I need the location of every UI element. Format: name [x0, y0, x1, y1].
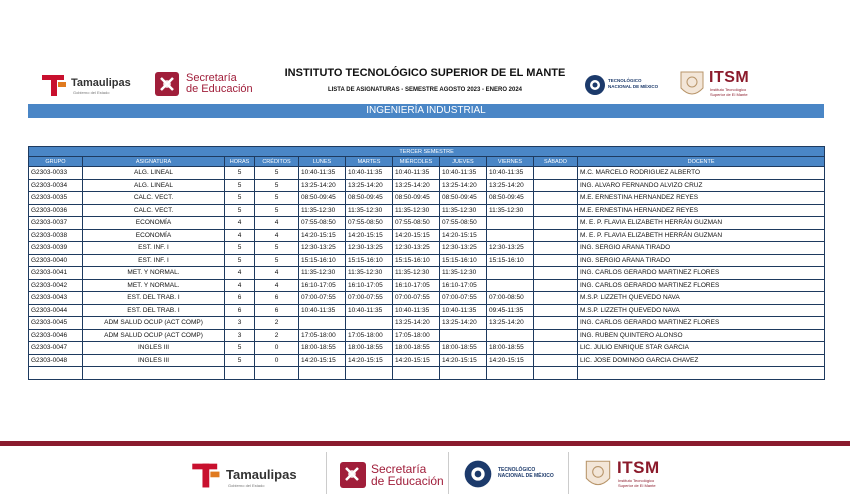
column-header: MIÉRCOLES [393, 157, 440, 167]
column-header: VIERNES [487, 157, 534, 167]
table-row [29, 317, 825, 330]
table-cell: 08:50-09:45 [393, 192, 440, 205]
table-cell: MET. Y NORMAL. [83, 279, 225, 292]
table-cell [534, 317, 578, 330]
footer-itsm-logo [583, 457, 693, 493]
table-cell: G2303-0047 [29, 342, 83, 355]
tecnm-line1: TECNOLÓGICO [608, 78, 642, 83]
table-cell [578, 367, 825, 380]
table-cell: 6 [225, 292, 255, 305]
table-cell: ING. SERGIO ARANA TIRADO [578, 242, 825, 255]
itsm-seal-icon [678, 68, 706, 100]
table-cell: ING. ALVARO FERNANDO ALVIZO CRUZ [578, 179, 825, 192]
table-cell: 5 [225, 204, 255, 217]
table-cell: 6 [225, 304, 255, 317]
table-cell: ECONOMÍA [83, 217, 225, 230]
tamaulipas-name: Tamaulipas [71, 77, 131, 89]
column-header: DOCENTE [578, 157, 825, 167]
table-cell: EST. INF. I [83, 254, 225, 267]
footer-tamaulipas-sub: Gobierno del Estado [228, 483, 265, 488]
table-cell [487, 329, 534, 342]
table-cell: 10:40-11:35 [346, 304, 393, 317]
column-header: GRUPO [29, 157, 83, 167]
gear-icon [583, 73, 607, 97]
table-cell: 07:00-07:55 [299, 292, 346, 305]
table-cell: G2303-0038 [29, 229, 83, 242]
table-cell [346, 367, 393, 380]
table-cell: 2 [255, 317, 299, 330]
table-cell: 6 [255, 304, 299, 317]
table-cell: 07:55-08:50 [393, 217, 440, 230]
table-cell: EST. DEL TRAB. I [83, 304, 225, 317]
table-row [29, 217, 825, 230]
table-cell: 0 [255, 342, 299, 355]
gear-icon [462, 458, 494, 490]
table-cell: 3 [225, 329, 255, 342]
table-cell: 10:40-11:35 [299, 167, 346, 180]
table-cell: 14:20-15:15 [440, 229, 487, 242]
table-cell [487, 267, 534, 280]
table-cell: 16:10-17:05 [393, 279, 440, 292]
table-cell: INGLES III [83, 354, 225, 367]
tamaulipas-logo [40, 70, 140, 100]
page-title: INSTITUTO TECNOLÓGICO SUPERIOR DE EL MANTE [284, 67, 566, 79]
table-cell: 5 [255, 242, 299, 255]
table-cell: 13:25-14:20 [393, 179, 440, 192]
table-cell [255, 367, 299, 380]
table-row [29, 179, 825, 192]
table-cell [299, 317, 346, 330]
table-cell: 4 [255, 279, 299, 292]
tecnm-logo [583, 70, 673, 100]
table-cell [487, 367, 534, 380]
table-cell: G2303-0035 [29, 192, 83, 205]
table-cell: 11:35-12:30 [346, 204, 393, 217]
department-bar: INGENIERÍA INDUSTRIAL [28, 104, 824, 118]
table-cell: 13:25-14:20 [487, 179, 534, 192]
table-cell: LIC. JULIO ENRIQUE STAR GARCIA [578, 342, 825, 355]
table-cell: 13:25-14:20 [346, 179, 393, 192]
table-cell: G2303-0034 [29, 179, 83, 192]
table-cell: 10:40-11:35 [440, 304, 487, 317]
footer-line [0, 441, 850, 446]
footer-itsm-sub1: Instituto Tecnológico [618, 478, 655, 483]
semester-header: TERCER SEMESTRE [29, 147, 825, 157]
table-cell: 17:05-18:00 [299, 329, 346, 342]
table-cell: 3 [225, 317, 255, 330]
table-cell: G2303-0040 [29, 254, 83, 267]
table-cell: 4 [225, 267, 255, 280]
table-cell: 16:10-17:05 [299, 279, 346, 292]
table-cell [534, 267, 578, 280]
tamaulipas-emblem-icon [190, 460, 224, 490]
table-row [29, 292, 825, 305]
table-cell: G2303-0046 [29, 329, 83, 342]
table-cell: ING. CARLOS GERARDO MARTINEZ FLORES [578, 267, 825, 280]
itsm-sub1: Instituto Tecnológico [710, 87, 747, 92]
table-cell [440, 367, 487, 380]
table-cell: 5 [255, 204, 299, 217]
table-cell: 14:20-15:15 [346, 354, 393, 367]
table-cell: MET. Y NORMAL. [83, 267, 225, 280]
table-cell: 07:00-07:55 [440, 292, 487, 305]
table-cell: 12:30-13:25 [299, 242, 346, 255]
tamaulipas-sub: Gobierno del Estado [73, 90, 110, 95]
table-cell: 13:25-14:20 [440, 179, 487, 192]
table-cell: 07:00-07:55 [346, 292, 393, 305]
tamaulipas-emblem-icon [40, 72, 70, 98]
table-cell [534, 254, 578, 267]
table-cell: ING. RUBEN QUINTERO ALONSO [578, 329, 825, 342]
table-cell [534, 354, 578, 367]
table-cell: G2303-0041 [29, 267, 83, 280]
table-cell: ADM SALUD OCUP (ACT COMP) [83, 317, 225, 330]
table-cell [487, 217, 534, 230]
table-cell [534, 229, 578, 242]
table-cell: G2303-0037 [29, 217, 83, 230]
table-cell: ING. SERGIO ARANA TIRADO [578, 254, 825, 267]
table-cell: 15:15-16:10 [393, 254, 440, 267]
table-cell: 17:05-18:00 [346, 329, 393, 342]
table-cell: 16:10-17:05 [440, 279, 487, 292]
column-header: JUEVES [440, 157, 487, 167]
column-header: SÁBADO [534, 157, 578, 167]
table-cell: G2303-0039 [29, 242, 83, 255]
table-cell: 08:50-09:45 [299, 192, 346, 205]
table-cell: 5 [225, 254, 255, 267]
table-cell: 5 [255, 192, 299, 205]
table-cell [534, 167, 578, 180]
table-cell: 11:35-12:30 [440, 267, 487, 280]
table-cell: 13:25-14:20 [393, 317, 440, 330]
table-cell: 07:55-08:50 [299, 217, 346, 230]
table-cell: 07:55-08:50 [346, 217, 393, 230]
table-cell: 4 [225, 229, 255, 242]
table-cell: 13:25-14:20 [487, 317, 534, 330]
tecnm-line2: NACIONAL DE MÉXICO [608, 84, 659, 89]
table-cell: 5 [255, 179, 299, 192]
table-cell: 18:00-18:55 [346, 342, 393, 355]
table-row [29, 342, 825, 355]
table-cell [487, 229, 534, 242]
table-cell [534, 192, 578, 205]
table-cell: 14:20-15:15 [299, 354, 346, 367]
table-cell: 5 [225, 192, 255, 205]
table-cell: M. E. P. FLAVIA ELIZABETH HERRÁN GUZMAN [578, 217, 825, 230]
table-cell: G2303-0033 [29, 167, 83, 180]
footer-itsm-name: ITSM [617, 458, 660, 477]
footer-tecnm-logo [462, 456, 562, 492]
table-row [29, 204, 825, 217]
table-cell: 14:20-15:15 [440, 354, 487, 367]
footer-secretaria-line2: de Educación [371, 474, 444, 488]
table-cell: 11:35-12:30 [299, 267, 346, 280]
table-cell [299, 367, 346, 380]
table-cell: G2303-0048 [29, 354, 83, 367]
footer-secretaria-logo [340, 460, 450, 490]
secretaria-logo [155, 70, 265, 100]
table-cell: 18:00-18:55 [487, 342, 534, 355]
table-cell: 08:50-09:45 [487, 192, 534, 205]
table-row [29, 229, 825, 242]
table-cell: 12:30-13:25 [346, 242, 393, 255]
table-cell: 5 [255, 254, 299, 267]
table-row [29, 329, 825, 342]
secretaria-text [186, 73, 253, 95]
table-cell: 18:00-18:55 [299, 342, 346, 355]
table-cell: 18:00-18:55 [393, 342, 440, 355]
table-cell: 12:30-13:25 [487, 242, 534, 255]
table-row [29, 167, 825, 180]
table-cell: EST. INF. I [83, 242, 225, 255]
secretaria-emblem-icon [340, 462, 366, 488]
table-cell [534, 292, 578, 305]
table-cell [534, 179, 578, 192]
table-cell: M.S.P. LIZZETH QUEVEDO NAVA [578, 292, 825, 305]
page-subtitle: LISTA DE ASIGNATURAS - SEMESTRE AGOSTO 2023 - ENERO 2024 [327, 87, 523, 93]
table-cell [534, 329, 578, 342]
table-cell: 14:20-15:15 [393, 354, 440, 367]
table-cell: 5 [225, 242, 255, 255]
table-cell: 09:45-11:35 [487, 304, 534, 317]
table-row [29, 304, 825, 317]
table-cell: 11:35-12:30 [440, 204, 487, 217]
table-cell: 5 [225, 342, 255, 355]
itsm-seal-icon [583, 457, 613, 491]
table-cell: 08:50-09:45 [346, 192, 393, 205]
table-row [29, 367, 825, 380]
footer-tamaulipas-logo [190, 458, 300, 490]
table-cell: 11:35-12:30 [346, 267, 393, 280]
table-cell: 12:30-13:25 [393, 242, 440, 255]
footer-tecnm-text [498, 467, 554, 479]
table-row [29, 254, 825, 267]
table-cell: ALG. LINEAL [83, 179, 225, 192]
itsm-name: ITSM [709, 69, 750, 86]
table-cell: INGLES III [83, 342, 225, 355]
table-cell: 10:40-11:35 [299, 304, 346, 317]
table-row [29, 267, 825, 280]
table-cell: 13:25-14:20 [440, 317, 487, 330]
itsm-sub2: Superior de El Mante [710, 92, 748, 97]
column-header-row [29, 157, 825, 167]
table-cell: 2 [255, 329, 299, 342]
table-cell [440, 329, 487, 342]
table-body [29, 167, 825, 380]
table-cell: 15:15-16:10 [440, 254, 487, 267]
table-cell [534, 367, 578, 380]
table-row [29, 192, 825, 205]
table-cell: 18:00-18:55 [440, 342, 487, 355]
table-cell: 11:35-12:30 [487, 204, 534, 217]
table-cell: 4 [225, 279, 255, 292]
table-row [29, 354, 825, 367]
footer-tecnm-line1: TECNOLÓGICO [498, 467, 536, 473]
itsm-sub [710, 87, 748, 97]
tecnm-text [608, 78, 658, 90]
table-cell: M.E. ERNESTINA HERNANDEZ REYES [578, 192, 825, 205]
table-cell: 16:10-17:05 [346, 279, 393, 292]
table-cell: 14:20-15:15 [487, 354, 534, 367]
table-cell: 5 [255, 167, 299, 180]
table-cell: 4 [255, 229, 299, 242]
table-cell: 10:40-11:35 [346, 167, 393, 180]
table-cell: 10:40-11:35 [393, 167, 440, 180]
table-cell: G2303-0042 [29, 279, 83, 292]
table-cell: 14:20-15:15 [393, 229, 440, 242]
footer-divider [326, 452, 327, 494]
table-cell [346, 317, 393, 330]
table-cell: ALG. LINEAL [83, 167, 225, 180]
table-cell: M. E. P. FLAVIA ELIZABETH HERRÁN GUZMAN [578, 229, 825, 242]
table-cell: ADM SALUD OCUP (ACT COMP) [83, 329, 225, 342]
table-cell [393, 367, 440, 380]
table-cell: M.S.P. LIZZETH QUEVEDO NAVA [578, 304, 825, 317]
table-cell: 13:25-14:20 [299, 179, 346, 192]
table-cell: 4 [255, 267, 299, 280]
table-cell: 17:05-18:00 [393, 329, 440, 342]
table-cell: 5 [225, 354, 255, 367]
footer-tamaulipas-name: Tamaulipas [226, 467, 297, 482]
table-cell: 4 [255, 217, 299, 230]
schedule-table-wrap [28, 146, 824, 380]
footer-itsm-sub [618, 478, 656, 488]
footer-tecnm-line2: NACIONAL DE MÉXICO [498, 473, 554, 479]
table-cell: 6 [255, 292, 299, 305]
footer-divider [448, 452, 449, 494]
table-cell: G2303-0036 [29, 204, 83, 217]
column-header: MARTES [346, 157, 393, 167]
table-cell: 08:50-09:45 [440, 192, 487, 205]
secretaria-line2: de Educación [186, 83, 253, 95]
table-cell: 10:40-11:35 [440, 167, 487, 180]
table-cell: 11:35-12:30 [393, 267, 440, 280]
table-cell: 5 [225, 179, 255, 192]
table-cell: M.C. MARCELO RODRIGUEZ ALBERTO [578, 167, 825, 180]
table-cell: 15:15-16:10 [487, 254, 534, 267]
table-cell: M.E. ERNESTINA HERNANDEZ REYES [578, 204, 825, 217]
table-cell: EST. DEL TRAB. I [83, 292, 225, 305]
table-cell: 5 [225, 167, 255, 180]
table-cell: 14:20-15:15 [346, 229, 393, 242]
table-cell: 10:40-11:35 [393, 304, 440, 317]
table-cell: ING. CARLOS GERARDO MARTINEZ FLORES [578, 279, 825, 292]
table-cell [534, 204, 578, 217]
table-cell [534, 304, 578, 317]
table-cell [83, 367, 225, 380]
table-cell [534, 217, 578, 230]
schedule-table [28, 146, 825, 380]
table-cell: 10:40-11:35 [487, 167, 534, 180]
table-cell: 07:00-08:50 [487, 292, 534, 305]
table-cell [225, 367, 255, 380]
table-cell: 07:00-07:55 [393, 292, 440, 305]
table-cell: 15:15-16:10 [299, 254, 346, 267]
table-cell: 11:35-12:30 [299, 204, 346, 217]
table-cell: 0 [255, 354, 299, 367]
table-cell: ECONOMÍA [83, 229, 225, 242]
secretaria-emblem-icon [155, 72, 179, 96]
table-cell: 15:15-16:10 [346, 254, 393, 267]
table-cell: 14:20-15:15 [299, 229, 346, 242]
table-row [29, 279, 825, 292]
table-cell: G2303-0045 [29, 317, 83, 330]
footer-itsm-sub2: Superior de El Mante [618, 483, 656, 488]
table-cell [534, 342, 578, 355]
table-cell [29, 367, 83, 380]
column-header: CRÉDITOS [255, 157, 299, 167]
table-cell: ING. CARLOS GERARDO MARTINEZ FLORES [578, 317, 825, 330]
table-cell: CALC. VECT. [83, 192, 225, 205]
table-cell [534, 279, 578, 292]
column-header: LUNES [299, 157, 346, 167]
itsm-logo [678, 68, 778, 102]
footer-divider [568, 452, 569, 494]
column-header: ASIGNATURA [83, 157, 225, 167]
table-cell: G2303-0044 [29, 304, 83, 317]
table-cell: 4 [225, 217, 255, 230]
table-cell: 12:30-13:25 [440, 242, 487, 255]
table-cell [534, 242, 578, 255]
secretaria-line1: Secretaría [186, 72, 237, 84]
footer-secretaria-line1: Secretaría [371, 462, 427, 476]
footer-secretaria-text [371, 463, 444, 487]
table-row [29, 242, 825, 255]
table-cell: LIC. JOSE DOMINGO GARCIA CHAVEZ [578, 354, 825, 367]
table-cell: 07:55-08:50 [440, 217, 487, 230]
table-cell: G2303-0043 [29, 292, 83, 305]
column-header: HORAS [225, 157, 255, 167]
table-cell: CALC. VECT. [83, 204, 225, 217]
table-cell: 11:35-12:30 [393, 204, 440, 217]
table-cell [487, 279, 534, 292]
